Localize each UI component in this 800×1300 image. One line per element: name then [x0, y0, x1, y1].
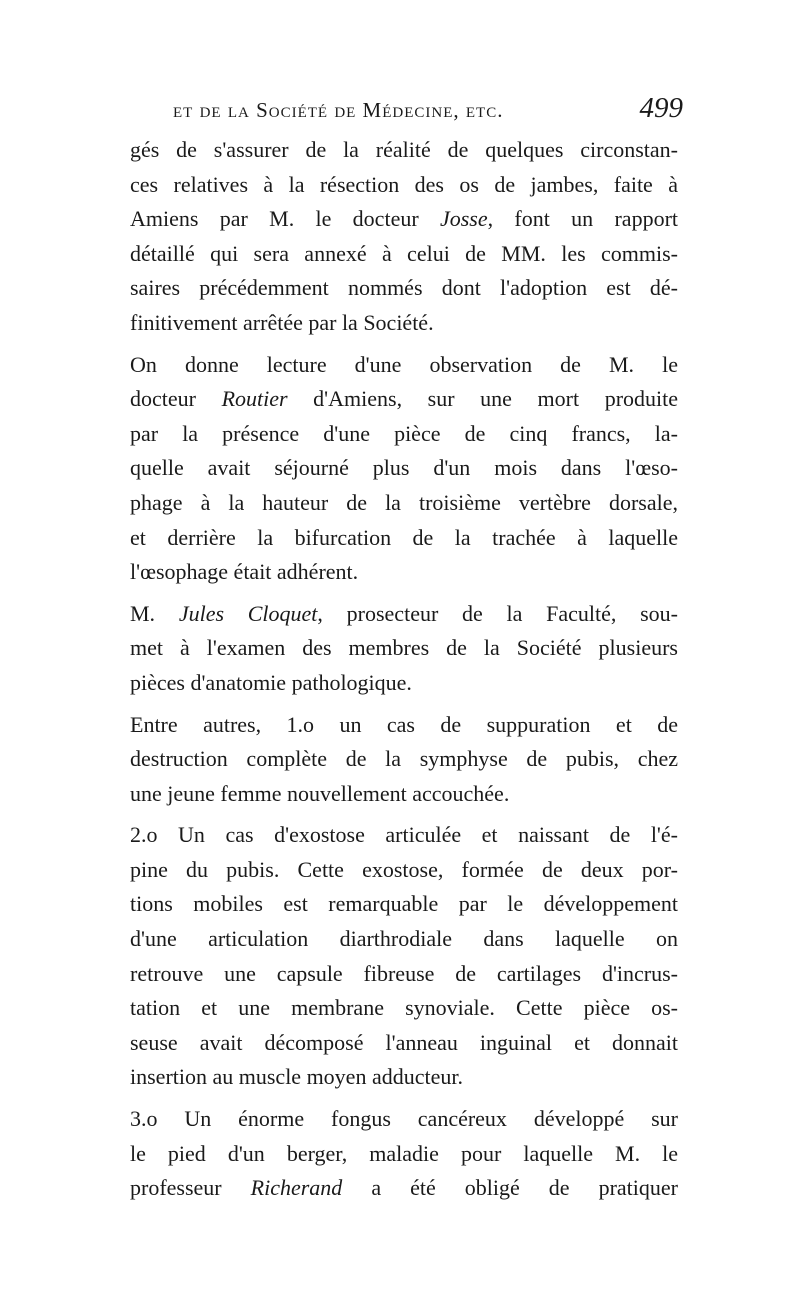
text-line: gés de s'assurer de la réalité de quelques circonstan-	[130, 137, 678, 162]
running-head	[173, 92, 683, 132]
paragraph-specimen-1	[130, 708, 678, 812]
text-line: pièces d'anatomie pathologique.	[130, 669, 412, 695]
page-number: 499	[639, 92, 683, 124]
paragraph-routier-observation	[130, 348, 678, 590]
text-line: le pied d'un berger, maladie pour laquelle M. le	[130, 1140, 678, 1166]
text-line: met à l'examen des membres de la Société plusieurs	[130, 635, 678, 661]
italic-name: Jules Cloquet	[178, 600, 318, 626]
text-line: et derrière la bifurcation de la trachée à laquelle	[130, 524, 678, 550]
running-title: et de la Société de Médecine, etc.	[173, 98, 504, 122]
text-line: tation et une membrane synoviale. Cette pièce os-	[130, 995, 678, 1021]
text-line: seuse avait décomposé l'anneau inguinal et donnait	[130, 1029, 678, 1055]
paragraph-specimen-3	[130, 1102, 678, 1206]
text-body	[130, 133, 678, 1206]
text-line: d'une articulation diarthrodiale dans laquelle on	[130, 926, 678, 952]
paragraph-specimen-2	[130, 818, 678, 1095]
text-line: On donne lecture d'une observation de M. le	[130, 351, 678, 377]
text-line: retrouve une capsule fibreuse de cartilages d'incrus-	[130, 960, 678, 986]
text-line: quelle avait séjourné plus d'un mois dans l'œso-	[130, 455, 678, 481]
text-line: tions mobiles est remarquable par le développement	[130, 891, 678, 917]
text-line: insertion au muscle moyen adducteur.	[130, 1064, 463, 1090]
text-line: 2.o Un cas d'exostose articulée et naissant de l'é-	[130, 822, 678, 848]
paragraph-resection-report	[130, 133, 678, 341]
italic-name: Josse	[439, 206, 488, 232]
text-line: 3.o Un énorme fongus cancéreux développé sur	[130, 1106, 678, 1132]
text-line: destruction complète de la symphyse de pubis, chez	[130, 746, 678, 772]
text-line: finitivement arrêtée par la Société.	[130, 309, 434, 335]
paragraph-cloquet-specimens	[130, 597, 678, 701]
italic-name: Routier	[221, 386, 288, 412]
text-line: ces relatives à la résection des os de jambes, faite à	[130, 171, 678, 197]
text-line: pine du pubis. Cette exostose, formée de deux por-	[130, 856, 678, 882]
text-line: une jeune femme nouvellement accouchée.	[130, 780, 510, 806]
text-line: phage à la hauteur de la troisième vertèbre dorsale,	[130, 489, 678, 515]
text-line: professeur Richerand a été obligé de pratiquer	[130, 1175, 678, 1201]
text-line: par la présence d'une pièce de cinq francs, la-	[130, 420, 678, 446]
text-line: M. Jules Cloquet, prosecteur de la Faculté, sou-	[130, 600, 679, 626]
text-line: Entre autres, 1.o un cas de suppuration et de	[130, 711, 678, 737]
text-line: saires précédemment nommés dont l'adoption est dé-	[130, 275, 678, 301]
text-line: Amiens par M. le docteur Josse, font un rapport	[130, 206, 679, 232]
text-line: l'œsophage était adhérent.	[130, 559, 359, 585]
text-line: détaillé qui sera annexé à celui de MM. les commis-	[130, 240, 678, 266]
italic-name: Richerand	[250, 1175, 343, 1201]
text-line: docteur Routier d'Amiens, sur une mort produite	[130, 386, 679, 412]
